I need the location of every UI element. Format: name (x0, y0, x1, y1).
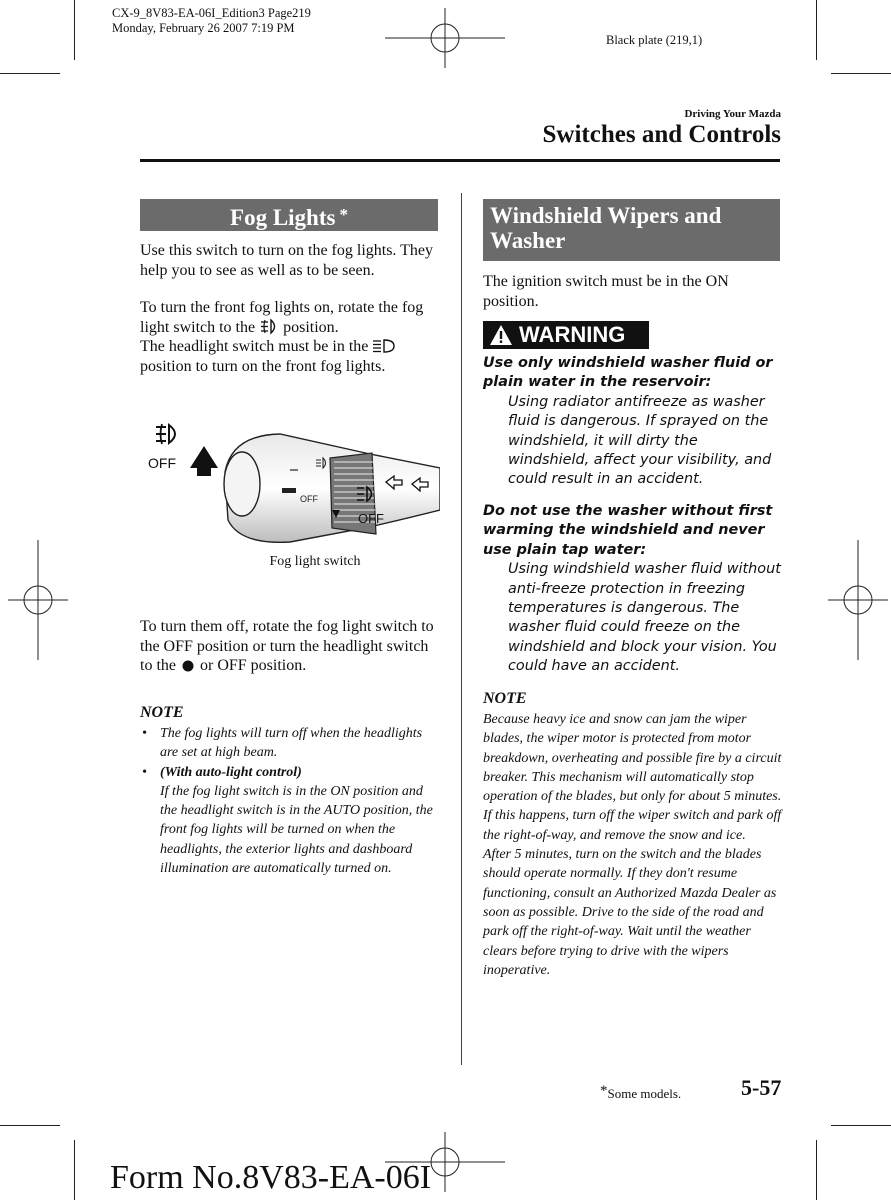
fig-off-left-label: OFF (148, 455, 176, 471)
figure-caption: Fog light switch (269, 554, 361, 569)
note-text: The fog lights will turn off when the headlights are set at high beam. (160, 726, 423, 761)
page-number: 5-57 (741, 1075, 782, 1100)
registration-mark-icon (828, 540, 888, 660)
fog-lights-heading (140, 199, 438, 231)
note-subtitle: (With auto-light control) (160, 764, 302, 780)
note-paragraph: After 5 minutes, turn on the switch and the blades should operate normally. If they don't resume functioning, consult an Authorized Mazda Dealer as soon as possible. Drive to the side of the road and park off the right-of-way. Wait until the weather clears before trying to drive with the wipers inoperative. (483, 847, 777, 978)
fog-lights-heading-text: Fog Lights (230, 205, 336, 230)
column-divider (461, 193, 462, 1065)
print-meta (112, 6, 311, 36)
wipers-note-title: NOTE (483, 690, 527, 707)
warning-body: Using radiator antifreeze as washer fluid is dangerous. If sprayed on the windshield, it will dirty the windshield, affect your visibility, and could result in an accident. (508, 393, 772, 488)
footnote-text: Some models. (607, 1086, 682, 1101)
fog-instr-text-1: To turn the front fog lights on, rotate the fog light switch to the (140, 299, 424, 336)
fog-intro: Use this switch to turn on the fog lights. They help you to see as well as to be seen. (140, 242, 434, 279)
warning-body: Using windshield washer fluid without anti-freeze protection in freezing temperatures is dangerous. The washer fluid could freeze on the windshield and block your vision. You could have an accident. (508, 561, 781, 675)
fog-note-title: NOTE (140, 704, 184, 721)
wipers-heading-line1: Windshield Wipers and (490, 203, 722, 228)
footnote (600, 1083, 681, 1102)
fog-off-text-1: To turn them off, rotate the fog light switch to the OFF position or turn the headlight switch to the (140, 618, 434, 674)
fog-light-switch-illustration (140, 410, 440, 555)
parking-light-icon (180, 659, 196, 673)
warning-triangle-icon (489, 324, 513, 346)
note-paragraph: Because heavy ice and snow can jam the wiper blades, the wiper motor is protected from motor breakdown, overheating and possible fire by a circuit breaker. This mechanism will automatically stop operation of the blades, but only for about 5 minutes. (483, 712, 782, 805)
note-paragraph: If this happens, turn off the wiper switch and park off the right-of-way, and remove the snow and ice. (483, 808, 782, 843)
fog-light-icon (156, 424, 175, 444)
fog-off-instructions (140, 617, 440, 676)
list-item: • The fog lights will turn off when the headlights are set at high beam. (142, 726, 423, 761)
warning-title: Do not use the washer without first warming the windshield and never use plain tap water: (483, 503, 773, 558)
form-number: Form No.8V83-EA-06I (110, 1159, 432, 1196)
footnote-mark: * (600, 1083, 608, 1099)
list-item: • (With auto-light control) If the fog light switch is in the ON position and the headlight switch is in the AUTO position, the front fog lights will be turned on when the headlights, the exterior lights and dashboard illumination are automatically turned on. (142, 764, 433, 877)
note-text: If the fog light switch is in the ON position and the headlight switch is in the AUTO position, the front fog lights will be turned on when the headlights, the exterior lights and dashboard illumination are automatically turned on. (160, 783, 433, 877)
warning-label: WARNING (519, 322, 626, 347)
registration-mark-icon (8, 540, 68, 660)
fog-instructions (140, 298, 450, 376)
warning-block-2 (483, 502, 785, 677)
page-title: Switches and Controls (542, 121, 781, 148)
headlight-icon (372, 338, 396, 354)
registration-mark-icon (385, 8, 505, 68)
wipers-heading-line2: Washer (490, 228, 566, 253)
wipers-note-body (483, 710, 783, 980)
fig-off-ring-label: OFF (300, 494, 318, 504)
plate-label: Black plate (219,1) (606, 33, 703, 47)
print-date-line: Monday, February 26 2007 7:19 PM (112, 21, 295, 35)
chapter-label: Driving Your Mazda (684, 108, 781, 120)
warning-label-box (483, 321, 649, 349)
warning-title: Use only windshield washer fluid or plain water in the reservoir: (483, 355, 773, 391)
fog-instr-text-4: position to turn on the front fog lights. (140, 357, 386, 375)
fog-off-text-2: or OFF position. (200, 657, 307, 674)
some-models-mark: * (339, 205, 348, 224)
fog-instr-text-3: The headlight switch must be in the (140, 338, 369, 355)
wipers-intro: The ignition switch must be in the ON position. (483, 273, 729, 310)
fog-note-list (140, 724, 440, 878)
warning-block-1 (483, 354, 783, 490)
fig-off-right-label: OFF (358, 511, 384, 526)
print-file-line: CX-9_8V83-EA-06I_Edition3 Page219 (112, 6, 311, 20)
header-rule (140, 159, 780, 162)
fog-instr-text-2: position. (283, 318, 339, 336)
wipers-heading (483, 199, 780, 261)
fog-light-icon (259, 318, 279, 335)
